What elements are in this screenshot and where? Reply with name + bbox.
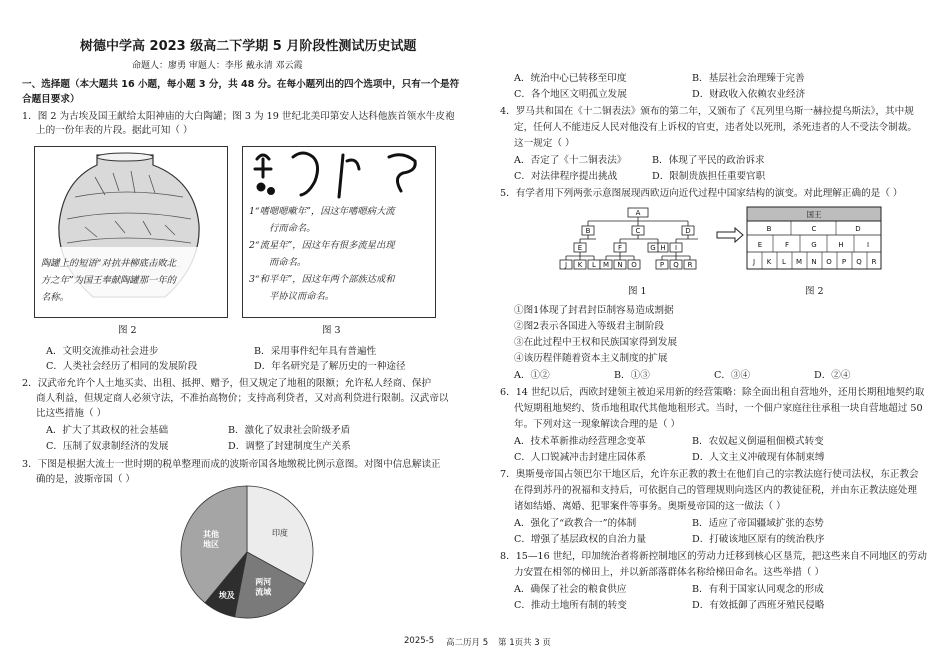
q5-fig2-caption: 图 2 — [805, 286, 824, 297]
q8-option-d[interactable]: D．有效抵御了西班牙殖民侵略 — [692, 600, 825, 611]
q3-option-c[interactable]: C．各个地区文明孤立发展 — [514, 89, 627, 100]
q5-statement-4: ④该历程伴随着资本主义制度的扩展 — [514, 353, 668, 364]
fig2-caption: 图 2 — [118, 325, 137, 336]
tree-leaf-6: O — [631, 261, 637, 269]
q5-option-a[interactable]: A．①② — [514, 370, 550, 381]
q6-stem-cont2: 年。下列对这一现象解读合理的是（ ） — [514, 419, 681, 430]
grid-leaf-5: N — [811, 258, 817, 266]
q2-stem-cont2: 比这些措施（ ） — [36, 408, 107, 419]
q2-option-c[interactable]: C．压制了奴隶制经济的发展 — [46, 441, 169, 452]
tax-share-pie-chart — [172, 480, 322, 625]
grid-row2-1: E — [757, 241, 763, 249]
tree-node-top: A — [635, 209, 641, 217]
author-line: 命题人：廖勇 审题人：李彤 戴永清 邓云霞 — [132, 61, 303, 71]
q4-option-c[interactable]: C．对法律程序提出挑战 — [514, 171, 618, 182]
q5-option-c[interactable]: C．③④ — [714, 370, 751, 381]
fig3-caption: 图 3 — [322, 325, 341, 336]
pie-label-3: 埃及 — [218, 590, 235, 600]
tree-leaf-4: M — [602, 261, 610, 269]
grid-leaf-2: K — [766, 258, 772, 266]
q5-stem: 5．有学者用下列两张示意图展现西欧迈向近代过程中国家结构的演变。对此理解正确的是（ ） — [500, 188, 903, 199]
fig2-note-line1: 陶罐上的短语“对抗井柳底击败北 — [41, 258, 176, 269]
q6-option-b[interactable]: B．农奴起义倒逼租佃模式转变 — [692, 436, 824, 447]
q6-stem-cont: 代短期租地契约、货币地租取代其他地租形式。当时，一个佃户家庭往往承租一块自营地超过 50 — [514, 403, 923, 414]
footer-page-number: 第 1页共 3 页 — [498, 638, 551, 648]
q6-option-c[interactable]: C．人口锐减冲击封建庄园体系 — [514, 452, 647, 463]
q2-option-a[interactable]: A．扩大了其政权的社会基础 — [46, 425, 169, 436]
tree-node-mid-1: B — [585, 227, 591, 235]
tree-node-row2-5: I — [674, 244, 678, 252]
q8-option-c[interactable]: C．推动土地所有制的转变 — [514, 600, 627, 611]
q5-option-b[interactable]: B．①③ — [614, 370, 650, 381]
fig3-note-line5: 3“和平年”，因这年两个部族达成和 — [249, 274, 395, 285]
fig3-note-line1: 1“嗜嗯嗯嗽年”，因这年嗜嗯病大流 — [249, 206, 395, 217]
q1-stem-cont: 上的一份年表的片段。据此可知（ ） — [36, 125, 193, 136]
tree-node-mid-3: D — [685, 227, 691, 235]
q5-statement-2: ②图2表示各国进入等级君主制阶段 — [514, 321, 665, 332]
q6-stem: 6．14 世纪以后，西欧封建领主被迫采用新的经营策略：除全面出租自营地外，还用长期租地契约取 — [500, 387, 925, 398]
grid-leaf-4: M — [795, 258, 803, 266]
tree-leaf-5: N — [617, 261, 623, 269]
tree-leaf-3: L — [592, 261, 596, 269]
q1-stem: 1．图 2 为古埃及国王献给太阳神庙的大白陶罐；图 3 为 19 世纪北美印第安人达科他族首领水牛皮袍 — [22, 111, 455, 122]
tree-node-row2-3: G — [650, 244, 656, 252]
footer-subject: 高二历月 5 — [446, 638, 489, 648]
q3-option-a[interactable]: A．统治中心已转移至印度 — [514, 73, 627, 84]
grid-leaf-9: R — [871, 258, 877, 266]
q1-option-b[interactable]: B．采用事件纪年具有普遍性 — [254, 346, 377, 357]
q3-option-b[interactable]: B．基层社会治理臻于完善 — [692, 73, 805, 84]
q5-option-d[interactable]: D．②④ — [814, 370, 851, 381]
grid-king-label: 国王 — [806, 210, 822, 219]
q7-stem: 7．奥斯曼帝国占领巴尔干地区后，允许东正教的教士在他们自己的宗教法庭行使司法权，东正教会 — [500, 469, 919, 480]
tree-node-row2-2: F — [617, 244, 623, 252]
pie-label-4-part2: 地区 — [202, 540, 219, 550]
q7-option-a[interactable]: A．强化了“政教合一”的体制 — [514, 518, 637, 529]
fig3-note-line4: 而命名。 — [269, 257, 307, 268]
q5-fig1-caption: 图 1 — [628, 286, 647, 297]
tree-leaf-9: R — [687, 261, 693, 269]
section-heading-cont: 合题目要求） — [22, 94, 80, 105]
footer-date: 2025-5 — [404, 636, 435, 646]
grid-mid-2: C — [811, 225, 817, 233]
q4-stem-cont: 定，任何人不能违反人民对他没有上诉权的官吏，违者处以死刑，杀死违者的人不受法令制裁。 — [514, 122, 917, 133]
tree-node-mid-2: C — [635, 227, 641, 235]
q7-option-b[interactable]: B．适应了帝国疆域扩张的态势 — [692, 518, 824, 529]
grid-mid-1: B — [766, 225, 772, 233]
q3-stem-cont: 确的是，波斯帝国（ ） — [36, 474, 135, 485]
grid-row2-5: I — [866, 241, 870, 249]
section-heading: 一、选择题（本大题共 16 小题，每小题 3 分，共 48 分。在每小题列出的四个选项中，只有一个是符 — [22, 79, 460, 90]
q3-option-d[interactable]: D．财政收入依赖农业经济 — [692, 89, 806, 100]
grid-row2-2: F — [784, 241, 790, 249]
grid-leaf-6: O — [826, 258, 832, 266]
kingdom-grid-diagram — [746, 206, 886, 272]
grid-leaf-8: Q — [856, 258, 862, 266]
pie-label-1: 印度 — [271, 528, 288, 538]
tree-leaf-7: P — [659, 261, 665, 269]
figure-3-box — [242, 146, 436, 318]
tree-leaf-1: J — [564, 261, 568, 269]
pie-label-2-part2: 流域 — [255, 587, 272, 597]
figure-2-box — [34, 146, 228, 318]
q2-option-b[interactable]: B．激化了奴隶社会阶级矛盾 — [228, 425, 351, 436]
q2-option-d[interactable]: D．调整了封建制度生产关系 — [228, 441, 351, 452]
transition-arrow-icon — [715, 225, 745, 245]
q4-option-d[interactable]: D．限制贵族担任重要官职 — [652, 171, 766, 182]
q4-stem: 4．罗马共和国在《十二铜表法》颁布的第二年，又颁布了《瓦列里乌斯一赫拉提乌斯法》，其中规 — [500, 106, 914, 117]
q7-stem-cont2: 诸如结婚、离婚、犯罪案件等事务。奥斯曼帝国的这一做法（ ） — [514, 501, 786, 512]
grid-leaf-7: P — [841, 258, 847, 266]
q7-option-c[interactable]: C．增强了基层政权的自治力量 — [514, 534, 647, 545]
q1-option-a[interactable]: A．文明交流推动社会进步 — [46, 346, 159, 357]
q4-option-a[interactable]: A．否定了《十二铜表法》 — [514, 155, 627, 166]
q5-statement-3: ③在此过程中王权和民族国家得到发展 — [514, 337, 678, 348]
exam-title: 树德中学高 2023 级高二下学期 5 月阶段性测试历史试题 — [80, 39, 417, 54]
pie-label-2-part1: 两河 — [255, 577, 272, 587]
q8-stem: 8．15—16 世纪，印加统治者将新控制地区的劳动力迁移到核心区垦荒，把这些来自不同地区的劳动 — [500, 551, 927, 562]
q2-stem-cont: 商人利益，但规定商人必须守法，不准抬高物价；支持高利贷者，又对高利贷进行限制。汉武帝以 — [36, 393, 449, 404]
q5-statement-1: ①图1体现了封君封臣制容易造成割据 — [514, 305, 674, 316]
grid-leaf-3: L — [782, 258, 786, 266]
fig2-note-line3: 名称。 — [41, 292, 69, 303]
fig2-note-line2: 方之年”为国王奉献陶罐那一年的 — [41, 275, 176, 286]
q8-option-a[interactable]: A．确保了社会的粮食供应 — [514, 584, 627, 595]
fig3-note-line2: 行而命名。 — [269, 223, 316, 234]
tree-leaf-2: K — [577, 261, 583, 269]
grid-leaf-1: J — [752, 258, 756, 266]
fig3-note-line3: 2“流星年”，因这年有很多流星出现 — [249, 240, 395, 251]
feudal-hierarchy-tree — [558, 205, 718, 273]
q4-option-b[interactable]: B．体现了平民的政治诉求 — [652, 155, 765, 166]
q1-option-d[interactable]: D．年名研究是了解历史的一种途径 — [254, 361, 406, 372]
tree-node-row2-4: H — [660, 244, 666, 252]
pie-label-4-part1: 其他 — [202, 530, 219, 540]
q8-stem-cont: 力安置在相邻的梯田上，并以新部落群体名称给梯田命名。这些举措（ ） — [514, 567, 825, 578]
q3-stem: 3．下图是根据大流士一世时期的税单整理而成的波斯帝国各地缴税比例示意图。对图中信息解读正 — [22, 459, 441, 470]
q4-stem-cont2: 这一规定（ ） — [514, 138, 575, 149]
q7-stem-cont: 在得到苏丹的祝福和支持后，可依据自己的管理规则向选区内的教徒征税，并由东正教法庭处理 — [514, 485, 917, 496]
grid-row2-4: H — [838, 241, 844, 249]
q2-stem: 2．汉武帝允许个人土地买卖、出租、抵押、赠予，但又规定了地租的限额；允许私人经商、保护 — [22, 378, 432, 389]
q8-option-b[interactable]: B．有利于国家认同观念的形成 — [692, 584, 824, 595]
grid-mid-3: D — [855, 225, 861, 233]
q1-option-c[interactable]: C．人类社会经历了相同的发展阶段 — [46, 361, 198, 372]
pictograph-symbols — [243, 147, 433, 205]
fig3-note-line6: 平协议而命名。 — [269, 291, 335, 302]
tree-leaf-8: Q — [673, 261, 679, 269]
q6-option-a[interactable]: A．技术革新推动经营理念变革 — [514, 436, 646, 447]
q7-option-d[interactable]: D．打破该地区原有的统治秩序 — [692, 534, 825, 545]
tree-node-row2-1: E — [577, 244, 583, 252]
q6-option-d[interactable]: D．人文主义冲破现有体制束缚 — [692, 452, 825, 463]
grid-row2-3: G — [811, 241, 817, 249]
